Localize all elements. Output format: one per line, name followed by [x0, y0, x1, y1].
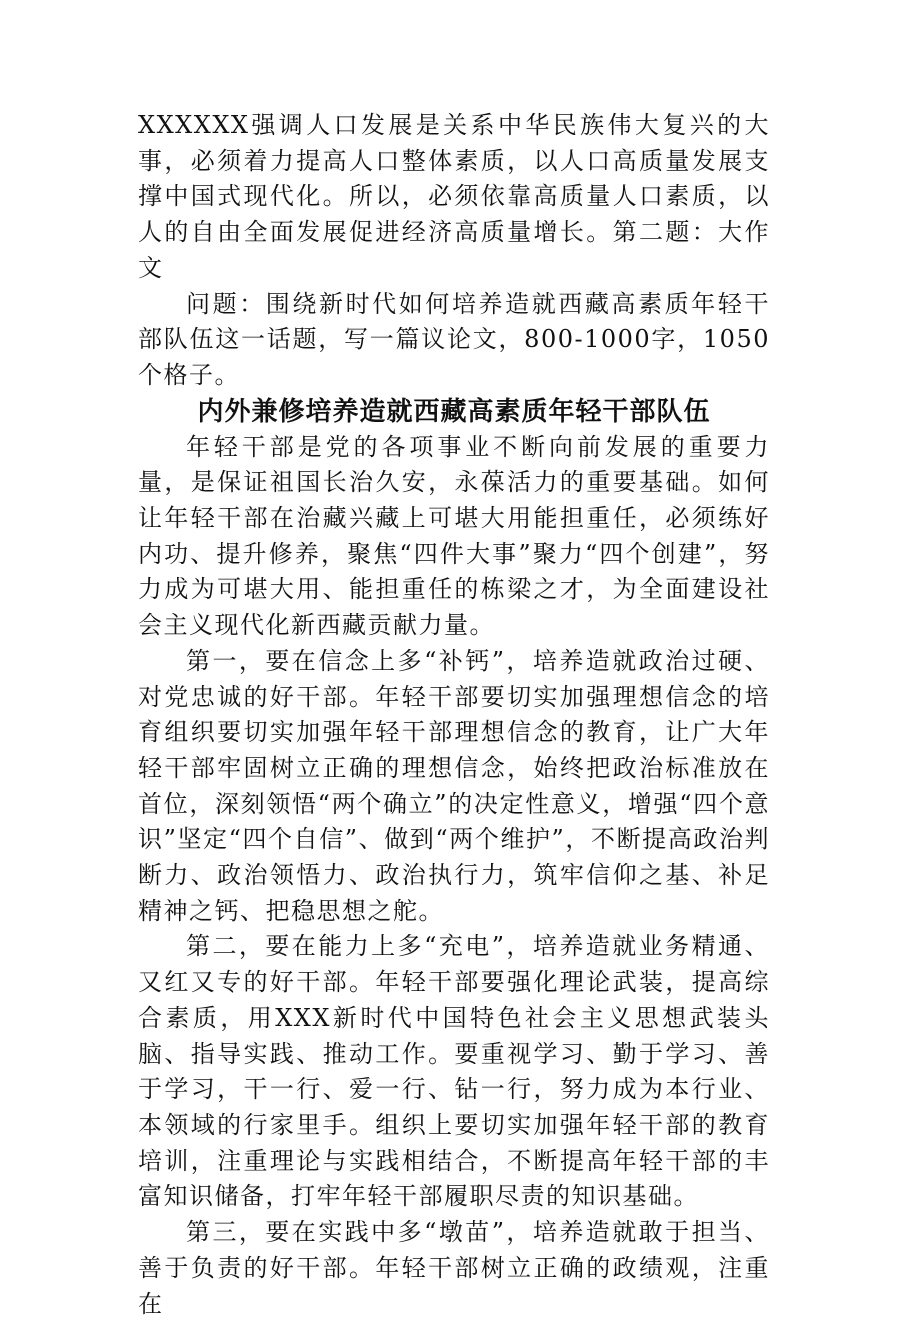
document-body — [138, 108, 770, 1322]
essay-paragraph-4: 第三，要在实践中多“墩苗”，培养造就敢于担当、善于负责的好干部。年轻干部树立正确的政绩观，注重在 — [138, 1218, 770, 1318]
essay-paragraph-3: 第二，要在能力上多“充电”，培养造就业务精通、又红又专的好干部。年轻干部要强化理论武装，提高综合素质，用XXX新时代中国特色社会主义思想武装头脑、指导实践、推动工作。要重视学习、勤于学习、善于学习，干一行、爱一行、钻一行，努力成为本行业、本领域的行家里手。组织上要切实加强年轻干部的教育培训，注重理论与实践相结合，不断提高年轻干部的丰富知识储备，打牢年轻干部履职尽责的知识基础。 — [138, 932, 770, 1211]
essay-paragraph-2: 第一，要在信念上多“补钙”，培养造就政治过硬、对党忠诚的好干部。年轻干部要切实加强理想信念的培育组织要切实加强年轻干部理想信念的教育，让广大年轻干部牢固树立正确的理想信念，始终把政治标准放在首位，深刻领悟“两个确立”的决定性意义，增强“四个意识”坚定“四个自信”、做到“两个维护”，不断提高政治判断力、政治领悟力、政治执行力，筑牢信仰之基、补足精神之钙、把稳思想之舵。 — [138, 646, 770, 925]
essay-title: 内外兼修培养造就西藏高素质年轻干部队伍 — [197, 396, 711, 427]
intro-paragraph: XXXXXX强调人口发展是关系中华民族伟大复兴的大事，必须着力提高人口整体素质，以人口高质量发展支撑中国式现代化。所以，必须依靠高质量人口素质，以人的自由全面发展促进经济高质量增长。第二题：大作文 — [138, 111, 770, 282]
question-paragraph: 问题：围绕新时代如何培养造就西藏高素质年轻干部队伍这一话题，写一篇议论文，800-1000字，1050个格子。 — [138, 289, 770, 389]
essay-paragraph-1: 年轻干部是党的各项事业不断向前发展的重要力量，是保证祖国长治久安，永葆活力的重要基础。如何让年轻干部在治藏兴藏上可堪大用能担重任，必须练好内功、提升修养，聚焦“四件大事”聚力“四个创建”，努力成为可堪大用、能担重任的栋梁之才，为全面建设社会主义现代化新西藏贡献力量。 — [138, 432, 770, 640]
